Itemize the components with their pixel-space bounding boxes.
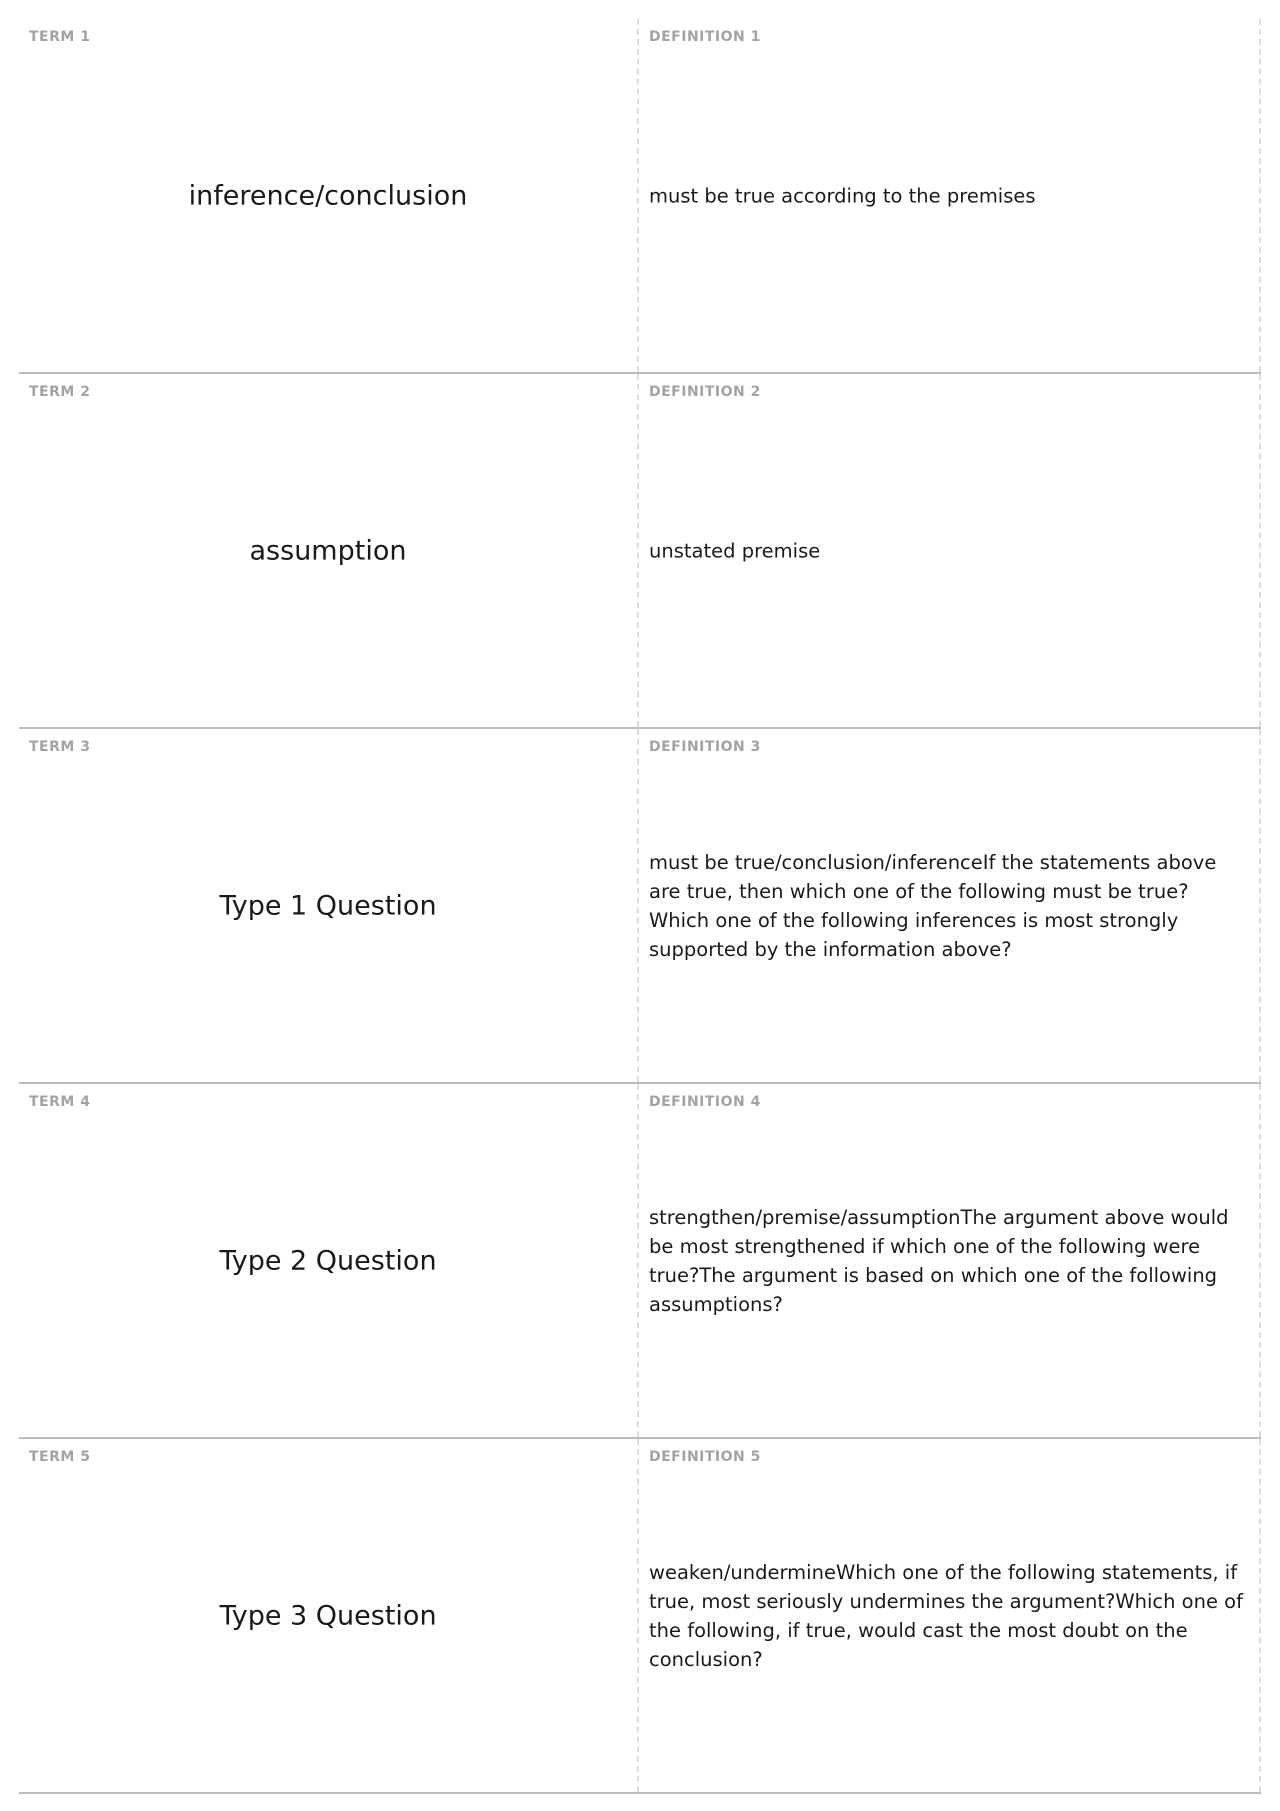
- term-text: assumption: [249, 534, 407, 566]
- definition-text: strengthen/premise/assumptionThe argument above would be most strengthened if which one of the following were true?The argument is based on which one of the following assumptions?: [649, 1205, 1229, 1316]
- definition-text: must be true according to the premises: [649, 184, 1036, 207]
- definition-cell: [639, 729, 1261, 1082]
- definition-text: unstated premise: [649, 539, 821, 562]
- term-text: Type 1 Question: [219, 889, 437, 921]
- flashcard: [19, 19, 1261, 374]
- term-cell: [19, 19, 639, 372]
- definition-text: must be true/conclusion/inferenceIf the statements above are true, then which one of the following must be true?Which one of the following inferences is most strongly supported by the information above?: [649, 850, 1217, 961]
- flashcard: [19, 1439, 1261, 1794]
- definition-cell: [639, 374, 1261, 727]
- flashcard: [19, 374, 1261, 729]
- definition-label: DEFINITION 1: [649, 29, 761, 45]
- term-label: TERM 2: [29, 384, 91, 400]
- definition-label: DEFINITION 5: [649, 1449, 761, 1465]
- definition-label: DEFINITION 4: [649, 1094, 761, 1110]
- term-label: TERM 4: [29, 1094, 91, 1110]
- term-label: TERM 1: [29, 29, 91, 45]
- definition-text: weaken/undermineWhich one of the following statements, if true, most seriously undermines the argument?Which one of the following, if true, would cast the most doubt on the conclusion?: [649, 1560, 1243, 1671]
- flashcard: [19, 729, 1261, 1084]
- definition-label: DEFINITION 2: [649, 384, 761, 400]
- term-text: inference/conclusion: [188, 179, 468, 211]
- term-text: Type 3 Question: [219, 1599, 437, 1631]
- definition-label: DEFINITION 3: [649, 739, 761, 755]
- flashcard: [19, 1084, 1261, 1439]
- term-label: TERM 5: [29, 1449, 91, 1465]
- definition-cell: [639, 19, 1261, 372]
- term-cell: [19, 1084, 639, 1437]
- term-cell: [19, 1439, 639, 1792]
- term-label: TERM 3: [29, 739, 91, 755]
- definition-cell: [639, 1084, 1261, 1437]
- flashcard-list: [19, 19, 1261, 1794]
- term-cell: [19, 374, 639, 727]
- term-cell: [19, 729, 639, 1082]
- term-text: Type 2 Question: [219, 1244, 437, 1276]
- definition-cell: [639, 1439, 1261, 1792]
